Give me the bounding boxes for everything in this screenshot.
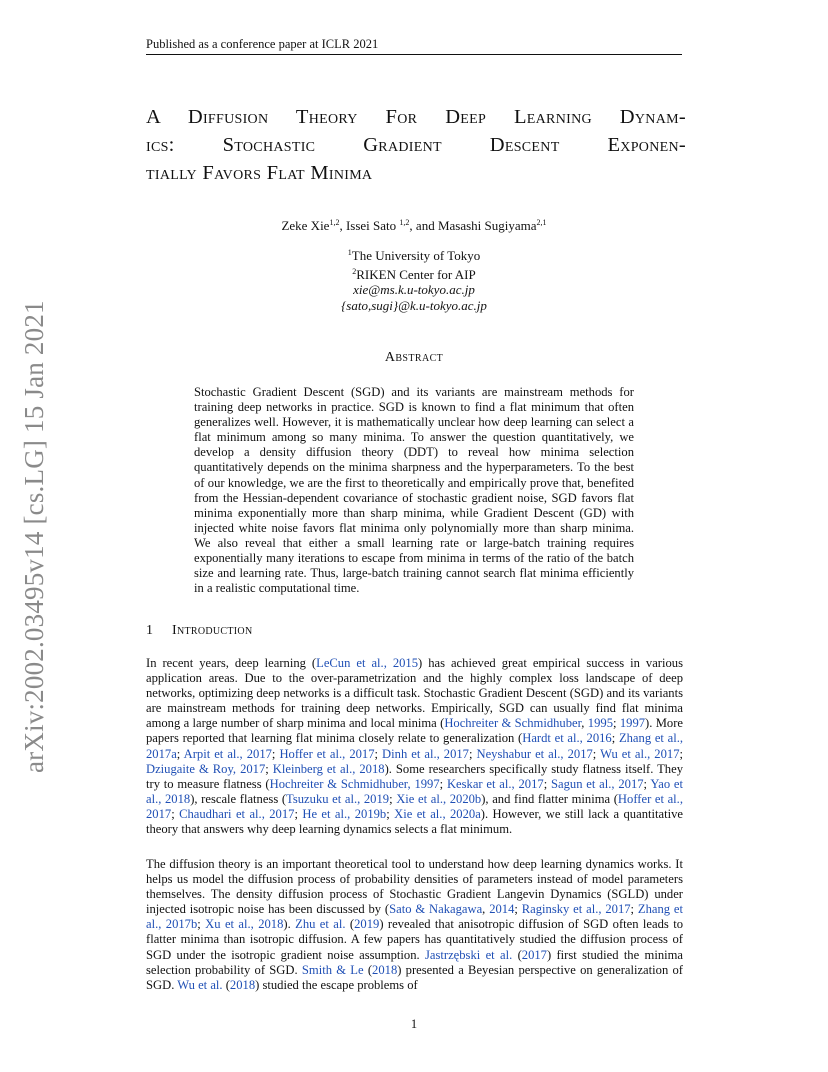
citation-link[interactable]: 1995: [587, 716, 613, 731]
citation-link[interactable]: Raginsky et al., 2017: [521, 902, 631, 917]
section-heading: [146, 622, 682, 640]
arxiv-stamp: arXiv:2002.03495v14 [cs.LG] 15 Jan 2021: [19, 300, 49, 773]
paragraph-text: ,: [581, 716, 588, 731]
paragraph-text: (: [222, 977, 230, 992]
citation-link[interactable]: Hardt et al., 2016: [522, 731, 612, 746]
paragraph-text: ) first studied the minima selection probability of SGD.: [146, 947, 684, 977]
citation-link[interactable]: Kleinberg et al., 2018: [272, 761, 385, 776]
citation-link[interactable]: LeCun et al., 2015: [316, 656, 419, 670]
citation-link[interactable]: Chaudhari et al., 2017: [179, 806, 295, 821]
citation-link[interactable]: Tsuzuku et al., 2019: [286, 791, 390, 806]
author-affiliation-marker: 2,1: [536, 218, 547, 227]
citation-link[interactable]: Dziugaite & Roy, 2017: [146, 761, 266, 776]
paragraph-text: ;: [271, 746, 280, 761]
author-affiliation-marker: 1,2: [329, 218, 340, 227]
citation-link[interactable]: 2017: [521, 947, 547, 962]
author-list: [146, 214, 682, 234]
paragraph-text: ), rescale flatness (: [190, 791, 287, 806]
paragraph-text: ;: [592, 746, 601, 761]
paragraph-text: ;: [612, 716, 620, 731]
citation-link[interactable]: Jastrzębski et al.: [425, 947, 513, 962]
paragraph-text: ) revealed that anisotropic diffusion of SGD often leads to flatter minima than isotropic diffusion. A few papers has quantitatively studied the diffusion process of SGD under the isotropic gradient noise assumption.: [146, 917, 683, 962]
paragraph-text: ). Some researchers specifically study flatness itself. They try to measure flatness (: [146, 761, 683, 791]
paragraph-text: ,: [482, 902, 490, 917]
citation-link[interactable]: Xu et al., 2018: [205, 917, 284, 932]
paragraph-text: ;: [439, 776, 447, 791]
paragraph-text: ;: [386, 806, 395, 821]
citation-link[interactable]: He et al., 2019b: [302, 806, 387, 821]
citation-link[interactable]: Neyshabur et al., 2017: [476, 746, 593, 761]
paper-title: [146, 103, 686, 187]
citation-link[interactable]: Hoffer et al., 2017: [279, 746, 375, 761]
paragraph-text: ;: [611, 731, 619, 746]
affiliations: [146, 245, 682, 313]
citation-link[interactable]: Wu et al., 2017: [600, 746, 680, 761]
affiliation-line: $^2$RIKEN Center for AIP: [352, 266, 476, 282]
author-email: {sato,sugi}@k.u-tokyo.ac.jp: [341, 297, 487, 313]
citation-link[interactable]: Hochreiter & Schmidhuber: [444, 716, 582, 731]
affiliation-line: $^1$The University of Tokyo: [347, 248, 481, 263]
paragraph-text: (: [512, 947, 522, 962]
paragraph-text: (: [345, 917, 355, 932]
citation-link[interactable]: Sagun et al., 2017: [551, 776, 644, 791]
abstract-heading: Abstract: [384, 350, 444, 365]
paragraph-text: ;: [514, 902, 522, 917]
paragraph-text: The diffusion theory is an important theoretical tool to understand how deep learning dynamics works. It helps us model the diffusion process of probability densities of parameters instead of model parameters themselves. The density diffusion process of Stochastic Gradient Langevin Dynamics (SGLD) under injected isotropic noise has been discussed by (: [146, 857, 683, 917]
paragraph-text: ;: [630, 902, 638, 917]
citation-link[interactable]: Hochreiter & Schmidhuber, 1997: [269, 776, 440, 791]
abstract-text: Stochastic Gradient Descent (SGD) and its variants are mainstream methods for training deep networks in practice. SGD is known to find a flat minimum that often generalizes well. However, it is mathematically unclear how deep learning can select a flat minimum among so many minima. To answer the question quantitatively, we develop a density diffusion theory (DDT) to reveal how minima selection quantitatively depends on the minima sharpness and the hyperparameters. To the best of our knowledge, we are the first to theoretically and empirically prove that, benefited from the Hessian-dependent covariance of stochastic gradient noise, SGD favors flat minima exponentially more than sharp minima, while Gradient Descent (GD) with injected white noise favors flat minima only polynomially more than sharp minima. We also reveal that either a small learning rate or large-batch training requires exponentially many iterations to escape from minima in terms of the ratio of the batch size and learning rate. Thus, large-batch training cannot search flat minima efficiently in a realistic computational time.: [194, 385, 634, 596]
author-separator: , and: [409, 218, 438, 233]
paragraph-text: ;: [197, 917, 206, 932]
section-title: Introduction: [172, 623, 253, 638]
citation-link[interactable]: Xie et al., 2020b: [396, 791, 482, 806]
author-email: xie@ms.k.u-tokyo.ac.jp: [353, 282, 475, 297]
citation-link[interactable]: Dinh et al., 2017: [382, 746, 469, 761]
author-name: Masashi Sugiyama: [437, 218, 537, 233]
paragraph-text: ) presented a Beyesian perspective on generalization of SGD.: [146, 962, 683, 992]
body-paragraph: [146, 857, 683, 993]
citation-link[interactable]: Yao et al., 2018: [146, 776, 683, 806]
paragraph-text: ;: [374, 746, 383, 761]
citation-link[interactable]: Wu et al.: [177, 977, 223, 992]
author-name: Zeke Xie: [281, 218, 330, 233]
citation-link[interactable]: Sato & Nakagawa: [389, 902, 483, 917]
author-affiliation-marker: 1,2: [399, 218, 410, 227]
paragraph-text: ;: [176, 746, 184, 761]
paragraph-text: ;: [389, 791, 397, 806]
citation-link[interactable]: Xie et al., 2020a: [394, 806, 481, 821]
citation-link[interactable]: Zhang et al., 2017b: [146, 902, 684, 932]
citation-link[interactable]: Arpit et al., 2017: [183, 746, 272, 761]
citation-link[interactable]: 2018: [229, 977, 256, 992]
paragraph-text: (: [363, 962, 373, 977]
paragraph-text: ), and find flatter minima (: [481, 791, 618, 806]
paragraph-text: ) has achieved great empirical success in various application areas. Due to the over-parametrization and the highly complex loss landscape of deep networks, optimizing deep networks is a difficult task. Stochastic Gradient Descent (SGD) and its variants are mainstream methods for training deep networks. Empirically, SGD can usually find flat minima among a large number of sharp minima and local minima (: [146, 656, 683, 731]
paragraph-text: ;: [265, 761, 273, 776]
title-line: A Diffusion Theory For Deep Learning Dynam-: [146, 106, 686, 128]
paragraph-text: ;: [468, 746, 477, 761]
paragraph-text: ;: [643, 776, 651, 791]
title-line: tially Favors Flat Minima: [146, 162, 373, 184]
paragraph-text: In recent years, deep learning (: [146, 656, 317, 670]
paragraph-text: ).: [283, 917, 296, 932]
author-name: Issei Sato: [345, 218, 400, 233]
citation-link[interactable]: Keskar et al., 2017: [446, 776, 544, 791]
citation-link[interactable]: 1997: [619, 716, 646, 731]
author-separator: ,: [339, 218, 346, 233]
paragraph-text: ). However, we still lack a quantitative theory that answers why deep learning dynamics selects a flat minimum.: [146, 806, 683, 837]
page-number: 1: [410, 1017, 418, 1031]
paragraph-text: ). More papers reported that learning flat minima closely relate to generalization (: [146, 716, 683, 746]
citation-link[interactable]: 2014: [489, 902, 515, 917]
title-line: ics: Stochastic Gradient Descent Exponen-: [146, 134, 686, 156]
citation-link[interactable]: 2019: [354, 917, 380, 932]
citation-link[interactable]: 2018: [372, 962, 398, 977]
paragraph-text: ) studied the escape problems of: [255, 977, 418, 992]
citation-link[interactable]: Hoffer et al., 2017: [146, 791, 683, 821]
citation-link[interactable]: Zhang et al., 2017a: [146, 731, 683, 761]
running-header: Published as a conference paper at ICLR 2021: [146, 36, 682, 55]
paragraph-text: ;: [543, 776, 551, 791]
paragraph-text: ;: [679, 746, 683, 761]
paragraph-text: ;: [171, 806, 180, 821]
section-number: 1: [146, 623, 154, 638]
citation-link[interactable]: Zhu et al.: [295, 917, 346, 932]
body-paragraph: [146, 656, 683, 837]
citation-link[interactable]: Smith & Le: [301, 962, 364, 977]
paragraph-text: ;: [294, 806, 303, 821]
